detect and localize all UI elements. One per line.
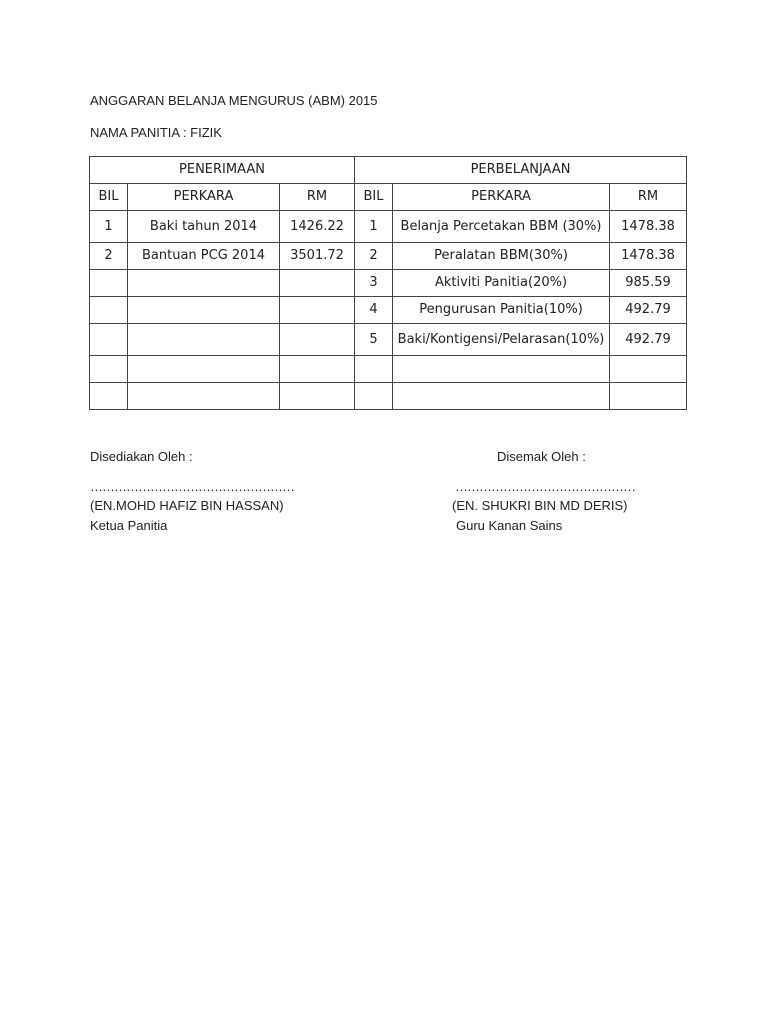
receipt-rm-cell: 3501.72 xyxy=(280,243,355,270)
expense-rm-cell xyxy=(610,383,687,410)
table-row xyxy=(90,243,687,270)
receipt-perkara-cell xyxy=(128,383,280,410)
expense-rm-cell xyxy=(610,356,687,383)
expense-rm-cell: 492.79 xyxy=(610,324,687,356)
group-header-penerimaan: PENERIMAAN xyxy=(90,157,355,184)
checked-by-role: Guru Kanan Sains xyxy=(456,518,563,533)
document-title: ANGGARAN BELANJA MENGURUS (ABM) 2015 xyxy=(90,93,378,108)
receipt-perkara-cell xyxy=(128,324,280,356)
expense-perkara-cell: Baki/Kontigensi/Pelarasan(10%) xyxy=(393,324,610,356)
expense-perkara-cell: Belanja Percetakan BBM (30%) xyxy=(393,211,610,243)
receipt-rm-cell: 1426.22 xyxy=(280,211,355,243)
prepared-by-label: Disediakan Oleh : xyxy=(90,449,193,464)
prepared-by-role: Ketua Panitia xyxy=(90,518,168,533)
prepared-by-name: (EN.MOHD HAFIZ BIN HASSAN) xyxy=(90,498,284,513)
checked-by-signature-line: ……………………………………… xyxy=(455,479,635,494)
column-header-bil: BIL xyxy=(355,184,393,211)
table-row xyxy=(90,356,687,383)
column-header-bil: BIL xyxy=(90,184,128,211)
panitia-name: NAMA PANITIA : FIZIK xyxy=(90,125,222,140)
table-row xyxy=(90,211,687,243)
receipt-bil-cell: 2 xyxy=(90,243,128,270)
receipt-perkara-cell xyxy=(128,270,280,297)
expense-perkara-cell: Peralatan BBM(30%) xyxy=(393,243,610,270)
expense-bil-cell xyxy=(355,383,393,410)
expense-perkara-cell: Pengurusan Panitia(10%) xyxy=(393,297,610,324)
receipt-perkara-cell xyxy=(128,356,280,383)
receipt-bil-cell xyxy=(90,270,128,297)
table-row xyxy=(90,383,687,410)
column-header-perkara: PERKARA xyxy=(128,184,280,211)
receipt-perkara-cell: Baki tahun 2014 xyxy=(128,211,280,243)
receipt-bil-cell xyxy=(90,297,128,324)
expense-perkara-cell xyxy=(393,356,610,383)
expense-rm-cell: 985.59 xyxy=(610,270,687,297)
receipt-bil-cell: 1 xyxy=(90,211,128,243)
table-row xyxy=(90,297,687,324)
receipt-rm-cell xyxy=(280,356,355,383)
receipt-rm-cell xyxy=(280,383,355,410)
expense-bil-cell xyxy=(355,356,393,383)
expense-perkara-cell xyxy=(393,383,610,410)
expense-rm-cell: 1478.38 xyxy=(610,211,687,243)
table-column-header-row xyxy=(90,184,687,211)
receipt-bil-cell xyxy=(90,383,128,410)
table-row xyxy=(90,324,687,356)
receipt-rm-cell xyxy=(280,324,355,356)
expense-rm-cell: 492.79 xyxy=(610,297,687,324)
expense-rm-cell: 1478.38 xyxy=(610,243,687,270)
receipt-perkara-cell: Bantuan PCG 2014 xyxy=(128,243,280,270)
budget-table xyxy=(89,156,687,410)
column-header-perkara: PERKARA xyxy=(393,184,610,211)
expense-bil-cell: 1 xyxy=(355,211,393,243)
table-row xyxy=(90,270,687,297)
group-header-perbelanjaan: PERBELANJAAN xyxy=(355,157,687,184)
checked-by-label: Disemak Oleh : xyxy=(497,449,586,464)
receipt-rm-cell xyxy=(280,297,355,324)
receipt-bil-cell xyxy=(90,324,128,356)
table-group-header-row xyxy=(90,157,687,184)
receipt-bil-cell xyxy=(90,356,128,383)
column-header-rm: RM xyxy=(610,184,687,211)
receipt-perkara-cell xyxy=(128,297,280,324)
checked-by-name: (EN. SHUKRI BIN MD DERIS) xyxy=(452,498,628,513)
expense-bil-cell: 4 xyxy=(355,297,393,324)
expense-bil-cell: 3 xyxy=(355,270,393,297)
expense-bil-cell: 2 xyxy=(355,243,393,270)
expense-perkara-cell: Aktiviti Panitia(20%) xyxy=(393,270,610,297)
receipt-rm-cell xyxy=(280,270,355,297)
expense-bil-cell: 5 xyxy=(355,324,393,356)
prepared-by-signature-line: …………………………………………… xyxy=(90,479,294,494)
column-header-rm: RM xyxy=(280,184,355,211)
